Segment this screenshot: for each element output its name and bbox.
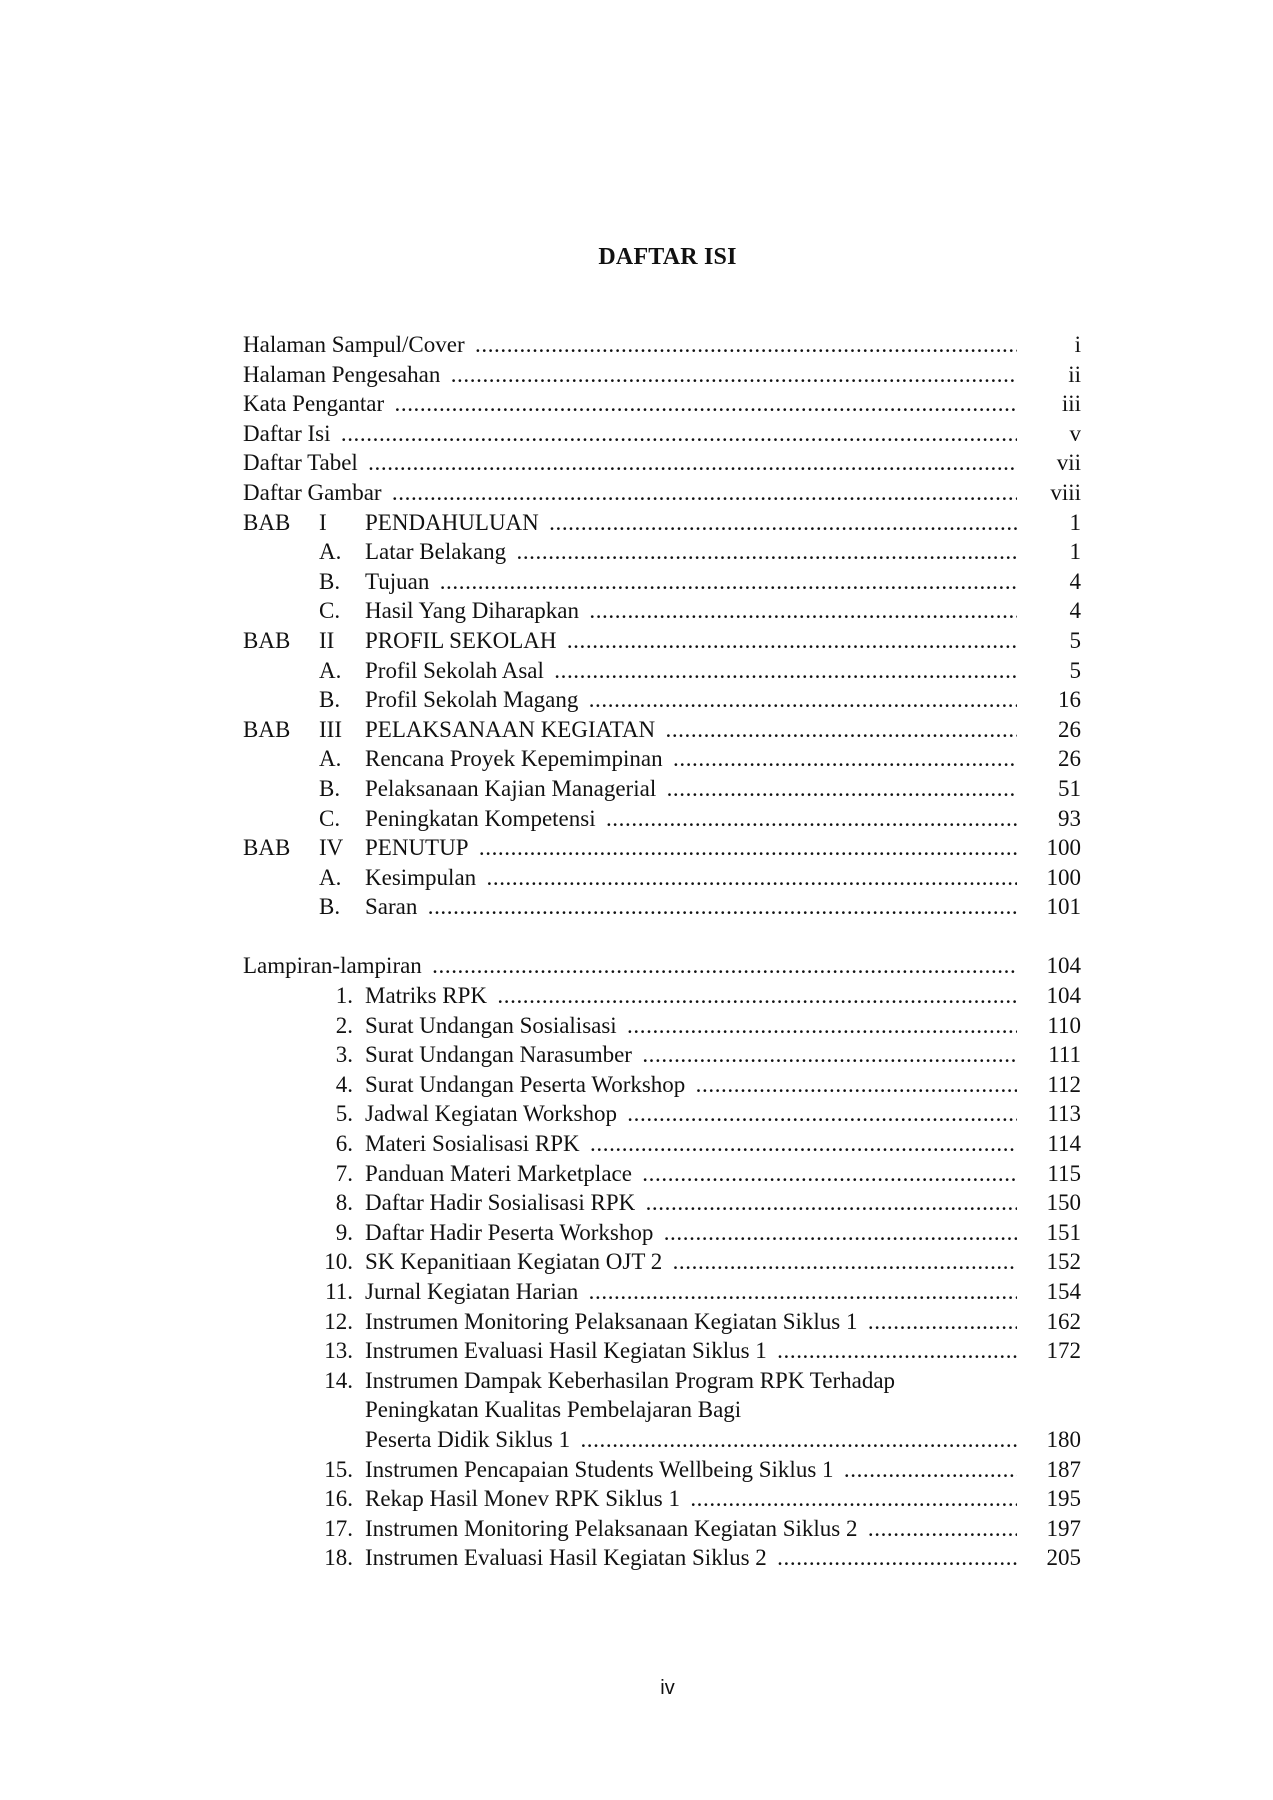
appendix-item-continuation — [243, 1425, 1081, 1455]
toc-page-number: 180 — [1046, 1426, 1081, 1452]
toc-page-number: 1 — [1069, 539, 1081, 565]
toc-row-chapter — [243, 508, 1081, 538]
toc-page-number: 154 — [1046, 1279, 1081, 1304]
appendix-item — [243, 1011, 1081, 1041]
chapter-title: PROFIL SEKOLAH — [365, 628, 560, 653]
toc-page-number: 151 — [1046, 1219, 1081, 1245]
appendix-item — [243, 1188, 1081, 1218]
toc-page-number: 4 — [1069, 598, 1081, 624]
appendix-item-number: 11. — [325, 1279, 353, 1304]
toc-page-number: 100 — [1046, 864, 1081, 890]
appendix-item-continuation — [243, 1395, 1081, 1425]
appendix-item-number: 14. — [324, 1367, 353, 1393]
toc-row-front — [243, 448, 1081, 478]
appendix-item — [243, 1277, 1081, 1307]
toc-page-number: iii — [1061, 391, 1081, 417]
section-marker: A. — [319, 539, 342, 565]
appendix-item-number: 15. — [324, 1456, 353, 1482]
section-marker: B. — [319, 687, 341, 713]
appendix-item-label: Instrumen Monitoring Pelaksanaan Kegiatan Siklus 2 — [365, 1516, 862, 1541]
appendix-item-number: 10. — [324, 1249, 353, 1275]
toc-page-number: 195 — [1046, 1486, 1081, 1512]
toc-row-chapter — [243, 833, 1081, 863]
appendix-item — [243, 1159, 1081, 1189]
appendix-item-label: Instrumen Monitoring Pelaksanaan Kegiatan Siklus 1 — [365, 1309, 862, 1334]
toc-page-number: 112 — [1047, 1071, 1081, 1097]
appendix-label: Lampiran-lampiran — [243, 953, 426, 978]
chapter-title: PELAKSANAAN KEGIATAN — [365, 717, 659, 742]
chapter-roman: IV — [319, 835, 344, 861]
toc-page-number: 162 — [1046, 1308, 1081, 1334]
chapter-bab: BAB — [243, 509, 291, 535]
page-footer-number: iv — [660, 1677, 675, 1699]
toc-row-section — [243, 892, 1081, 922]
appendix-item-number: 6. — [335, 1131, 353, 1157]
toc-row-front — [243, 330, 1081, 360]
toc-page-number: 101 — [1046, 894, 1081, 920]
appendix-item-label: Peserta Didik Siklus 1 — [365, 1427, 574, 1452]
toc-row-front — [243, 478, 1081, 508]
appendix-item-label: Daftar Hadir Sosialisasi RPK — [365, 1190, 639, 1215]
appendix-item — [243, 1247, 1081, 1277]
chapter-roman: I — [319, 509, 327, 535]
chapter-title: PENDAHULUAN — [365, 510, 543, 535]
appendix-item — [243, 1336, 1081, 1366]
appendix-item-label: Jadwal Kegiatan Workshop — [365, 1101, 621, 1126]
toc-page-number: 115 — [1047, 1160, 1081, 1186]
toc-row-section — [243, 656, 1081, 686]
appendix-item-number: 9. — [335, 1219, 353, 1245]
toc-row-section — [243, 863, 1081, 893]
chapter-bab: BAB — [243, 627, 291, 653]
section-marker: A. — [319, 657, 342, 683]
toc-page-number: 150 — [1046, 1190, 1081, 1216]
toc-row-section — [243, 567, 1081, 597]
chapter-bab: BAB — [243, 716, 291, 742]
toc-page-number: 5 — [1069, 627, 1081, 653]
toc-entry-label: Daftar Gambar — [243, 480, 386, 505]
appendix-item-number: 2. — [335, 1012, 353, 1038]
toc-page-number: ii — [1068, 361, 1081, 387]
appendix-item — [243, 1218, 1081, 1248]
section-marker: A. — [319, 864, 342, 890]
section-marker: C. — [319, 598, 341, 624]
toc-page-number: 187 — [1046, 1456, 1081, 1482]
toc-page-number: 110 — [1047, 1012, 1081, 1038]
toc-row-front — [243, 360, 1081, 390]
appendix-item-label: Rekap Hasil Monev RPK Siklus 1 — [365, 1486, 684, 1511]
toc-entry-label: Halaman Sampul/Cover — [243, 332, 469, 357]
toc-row-chapter — [243, 626, 1081, 656]
toc-row-section — [243, 804, 1081, 834]
toc-page-number: 114 — [1047, 1131, 1081, 1157]
appendix-item — [243, 981, 1081, 1011]
toc-row-section — [243, 537, 1081, 567]
chapter-bab: BAB — [243, 835, 291, 861]
section-marker: B. — [319, 894, 341, 920]
section-label: Tujuan — [365, 569, 433, 594]
appendix-item-label: Daftar Hadir Peserta Workshop — [365, 1220, 657, 1245]
appendix-item-label: Panduan Materi Marketplace — [365, 1161, 636, 1186]
appendix-item-label: Surat Undangan Peserta Workshop — [365, 1072, 689, 1097]
appendix-item — [243, 1040, 1081, 1070]
appendix-item-label: Instrumen Dampak Keberhasilan Program RPK Terhadap — [365, 1368, 899, 1393]
appendix-item-label: Instrumen Evaluasi Hasil Kegiatan Siklus 1 — [365, 1338, 771, 1363]
toc-page-number: 113 — [1047, 1101, 1081, 1127]
toc-page-number: 4 — [1069, 568, 1081, 594]
section-marker: A. — [319, 746, 342, 772]
appendix-item — [243, 1366, 1081, 1396]
appendix-item-label: Surat Undangan Sosialisasi — [365, 1013, 621, 1038]
toc-page-number: 5 — [1069, 657, 1081, 683]
page-title: DAFTAR ISI — [598, 244, 737, 270]
appendix-item-label: SK Kepanitiaan Kegiatan OJT 2 — [365, 1249, 666, 1274]
toc-page-number: 16 — [1058, 687, 1081, 713]
section-label: Pelaksanaan Kajian Managerial — [365, 776, 660, 801]
toc-row-front — [243, 419, 1081, 449]
toc-row-appendix — [243, 951, 1081, 981]
toc-page-number: 26 — [1058, 746, 1081, 772]
toc-page-number: 104 — [1046, 983, 1081, 1009]
appendix-item-label: Peningkatan Kualitas Pembelajaran Bagi — [365, 1397, 745, 1422]
toc-entry-label: Daftar Isi — [243, 421, 335, 446]
toc-page-number: v — [1069, 420, 1081, 446]
appendix-item-number: 7. — [335, 1160, 353, 1186]
section-label: Hasil Yang Diharapkan — [365, 598, 583, 623]
toc-page-number: 26 — [1058, 716, 1081, 742]
toc-row-section — [243, 685, 1081, 715]
appendix-item-number: 1. — [335, 983, 353, 1009]
appendix-item-number: 16. — [324, 1486, 353, 1512]
section-marker: B. — [319, 775, 341, 801]
appendix-item-number: 5. — [335, 1101, 353, 1127]
appendix-item-number: 17. — [324, 1515, 353, 1541]
appendix-item — [243, 1484, 1081, 1514]
toc-page-number: 111 — [1048, 1042, 1081, 1068]
toc-row-section — [243, 596, 1081, 626]
table-of-contents — [243, 330, 1081, 1573]
toc-page-number: 1 — [1069, 509, 1081, 535]
appendix-item-label: Instrumen Pencapaian Students Wellbeing Siklus 1 — [365, 1457, 838, 1482]
appendix-item-label: Matriks RPK — [365, 983, 491, 1008]
appendix-item-number: 4. — [335, 1071, 353, 1097]
section-label: Rencana Proyek Kepemimpinan — [365, 746, 667, 771]
appendix-item — [243, 1455, 1081, 1485]
toc-row-front — [243, 389, 1081, 419]
toc-page-number: 172 — [1046, 1338, 1081, 1364]
section-label: Profil Sekolah Asal — [365, 658, 548, 683]
appendix-item-number: 13. — [324, 1338, 353, 1364]
appendix-item-label: Materi Sosialisasi RPK — [365, 1131, 584, 1156]
toc-entry-label: Kata Pengantar — [243, 391, 388, 416]
toc-page-number: viii — [1050, 479, 1081, 505]
appendix-item — [243, 1070, 1081, 1100]
section-marker: B. — [319, 568, 341, 594]
appendix-item — [243, 1129, 1081, 1159]
section-label: Latar Belakang — [365, 539, 510, 564]
section-marker: C. — [319, 805, 341, 831]
appendix-item — [243, 1543, 1081, 1573]
toc-entry-label: Halaman Pengesahan — [243, 362, 444, 387]
chapter-title: PENUTUP — [365, 835, 473, 860]
section-label: Saran — [365, 894, 421, 919]
toc-page-number: 100 — [1046, 835, 1081, 861]
appendix-item-number: 12. — [324, 1308, 353, 1334]
appendix-item-number: 3. — [335, 1042, 353, 1068]
appendix-item — [243, 1307, 1081, 1337]
chapter-roman: II — [319, 627, 335, 653]
section-label: Peningkatan Kompetensi — [365, 806, 600, 831]
toc-row-chapter — [243, 715, 1081, 745]
toc-page-number: 93 — [1058, 805, 1081, 831]
appendix-item-label: Instrumen Evaluasi Hasil Kegiatan Siklus 2 — [365, 1545, 771, 1570]
toc-row-section — [243, 744, 1081, 774]
appendix-item-number: 18. — [324, 1545, 353, 1571]
appendix-item-label: Jurnal Kegiatan Harian — [365, 1279, 582, 1304]
section-label: Kesimpulan — [365, 865, 480, 890]
toc-page-number: 205 — [1046, 1545, 1081, 1571]
appendix-item-label: Surat Undangan Narasumber — [365, 1042, 636, 1067]
toc-page-number: 104 — [1046, 953, 1081, 979]
toc-page-number: 51 — [1058, 775, 1081, 801]
toc-page-number: 197 — [1046, 1515, 1081, 1541]
appendix-item — [243, 1514, 1081, 1544]
toc-page-number: vii — [1056, 450, 1081, 476]
appendix-item-number: 8. — [335, 1190, 353, 1216]
toc-page-number: i — [1074, 332, 1081, 357]
toc-entry-label: Daftar Tabel — [243, 450, 362, 475]
appendix-item — [243, 1099, 1081, 1129]
chapter-roman: III — [319, 716, 342, 742]
section-label: Profil Sekolah Magang — [365, 687, 582, 712]
toc-page-number: 152 — [1046, 1249, 1081, 1275]
toc-row-section — [243, 774, 1081, 804]
